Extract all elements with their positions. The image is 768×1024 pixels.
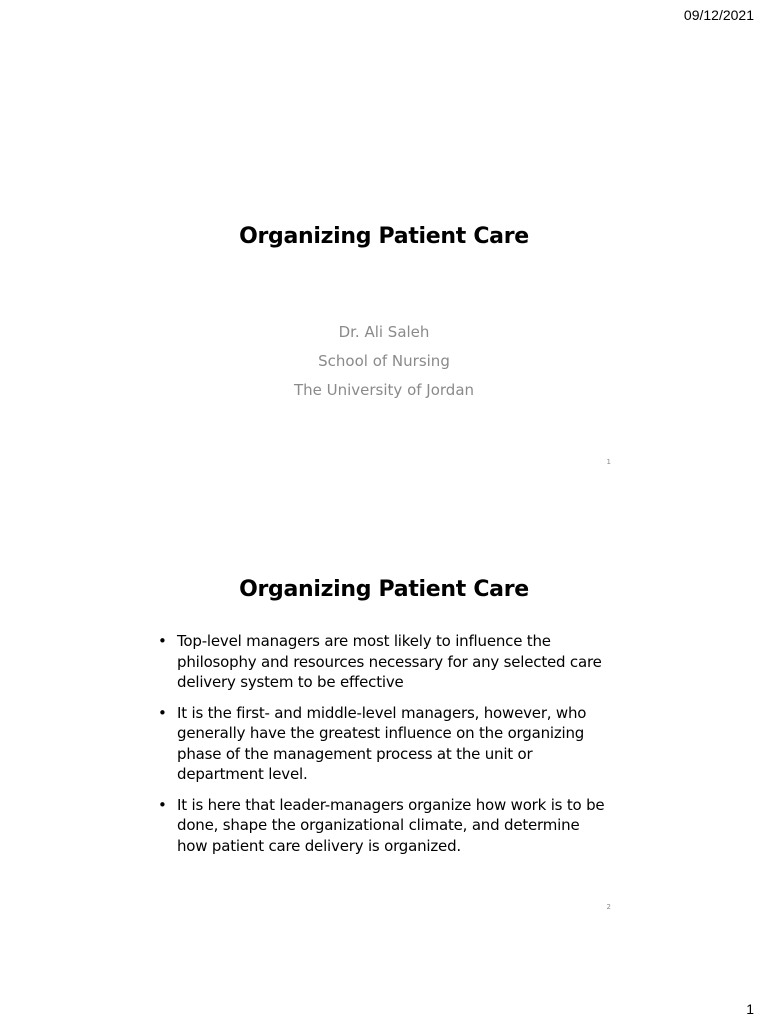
subtitle-block (155, 318, 613, 405)
bullet-text: It is the first- and middle-level managers, however, who generally have the greatest influence on the organizing phase of the management process at the unit or department level. (177, 703, 587, 783)
page-date: 09/12/2021 (683, 7, 754, 23)
bullet-item (155, 703, 613, 785)
author-university: The University of Jordan (293, 381, 475, 399)
slide-2 (155, 577, 613, 911)
slide-title: Organizing Patient Care (239, 577, 529, 602)
bullet-marker: • (158, 795, 167, 814)
bullet-marker: • (158, 632, 167, 650)
slide-number: 1 (606, 458, 611, 466)
bullet-text: It is here that leader-managers organize how work is to be done, shape the organizational climate, and determine how patient care delivery is organized. (177, 795, 605, 855)
bullet-item (155, 795, 613, 857)
slide-title: Organizing Patient Care (239, 224, 529, 249)
author-name: Dr. Ali Saleh (338, 323, 430, 341)
bullet-marker: • (158, 703, 167, 722)
bullet-text: Top-level managers are most likely to influence the philosophy and resources necessary for any selected care delivery system to be effective (177, 632, 602, 691)
page-number: 1 (746, 1001, 754, 1017)
bullet-item (155, 631, 613, 693)
author-school: School of Nursing (318, 352, 450, 370)
bullet-list (155, 631, 613, 866)
slide-number: 2 (606, 903, 611, 911)
slide-1 (155, 160, 613, 475)
